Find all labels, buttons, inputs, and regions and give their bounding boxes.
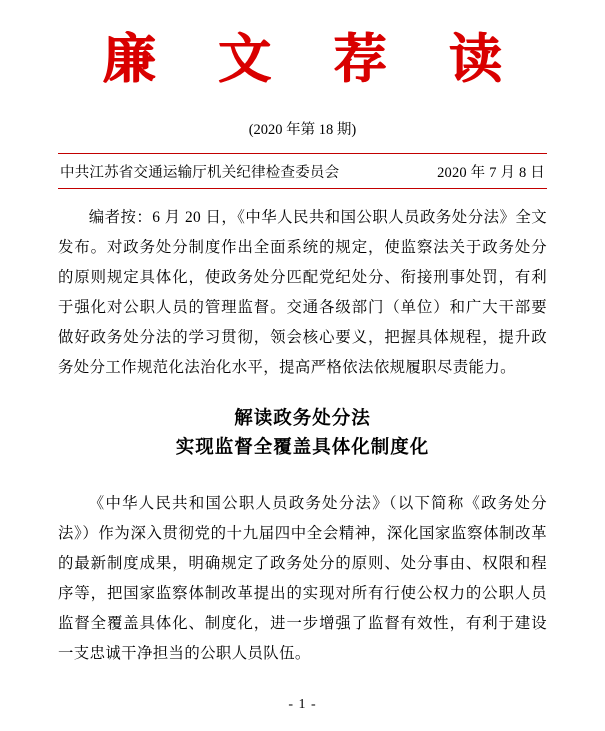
header-rules (58, 153, 547, 189)
editor-note-paragraph: 编者按：6 月 20 日，《中华人民共和国公职人员政务处分法》全文发布。对政务处分制度作出全面系统的规定，使监察法关于政务处分的原则规定具体化，使政务处分匹配党纪处分、衔接刑事处罚，有利于强化对公职人员的管理监督。交通各级部门（单位）和广大干部要做好政务处分法的学习贯彻，领会核心要义，把握具体规程，提升政务处分工作规范化法治化水平，提高严格依法依规履职尽责能力。 (58, 209, 547, 377)
article-headline-line-2: 实现监督全覆盖具体化制度化 (175, 438, 430, 459)
article-headline (58, 405, 547, 462)
byline-row (58, 154, 547, 188)
page-number: - 1 - (288, 697, 317, 712)
issue-date: 2020 年 7 月 8 日 (437, 165, 545, 182)
article-headline-line-1: 解读政务处分法 (234, 409, 371, 430)
issuing-organization: 中共江苏省交通运输厅机关纪律检查委员会 (60, 165, 340, 182)
header-rule-bottom (58, 188, 547, 189)
article-paragraph-1: 《中华人民共和国公职人员政务处分法》（以下简称《政务处分法》）作为深入贯彻党的十九届四中全会精神，深化国家监察体制改革的最新制度成果，明确规定了政务处分的原则、处分事由、权限和程序等，把国家监察体制改革提出的实现对所有行使公权力的公职人员监督全覆盖具体化、制度化，进一步增强了监督有效性，有利于建设一支忠诚干净担当的公职人员队伍。 (58, 494, 547, 662)
masthead-title: 廉 文 荐 读 (102, 28, 525, 90)
issue-number: (2020 年第 18 期) (248, 122, 357, 139)
